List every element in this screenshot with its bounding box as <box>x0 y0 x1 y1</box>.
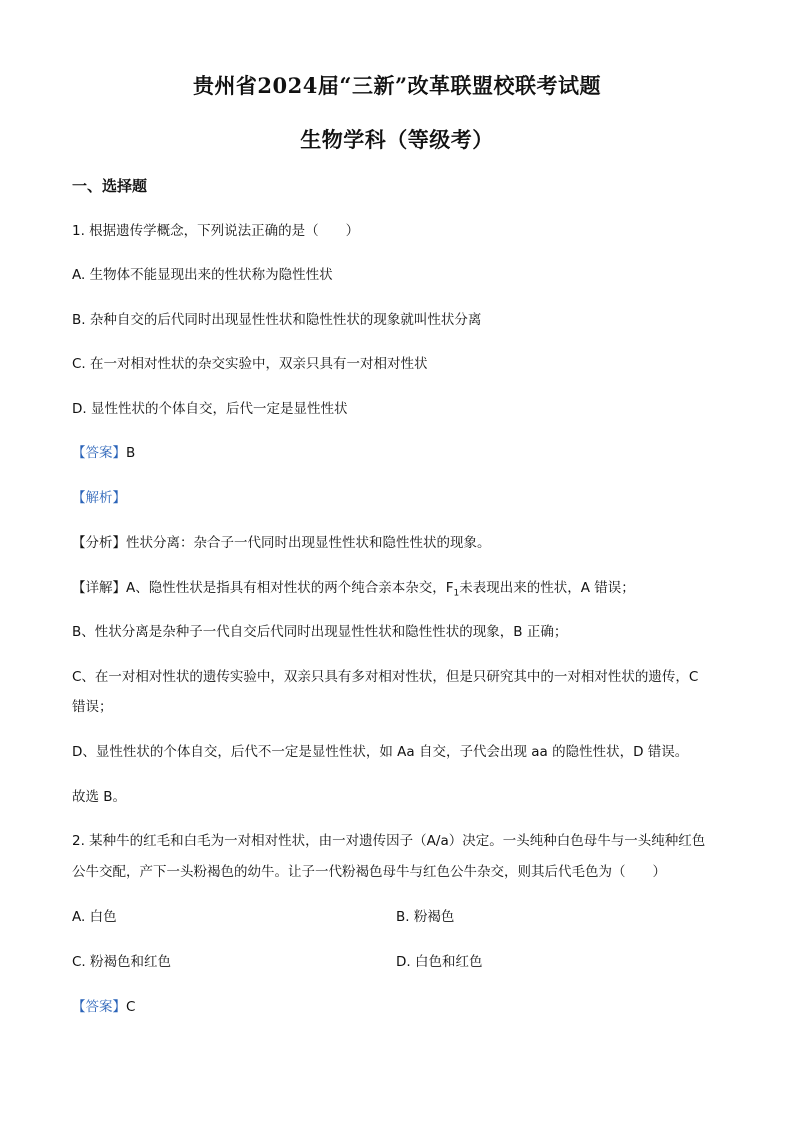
q1-option-d: D. 显性性状的个体自交，后代一定是显性性状 <box>72 401 348 417</box>
q1-detail-b: B、性状分离是杂种子一代自交后代同时出现显性性状和隐性性状的现象，B 正确； <box>72 624 568 640</box>
q1-detail-c1: C、在一对相对性状的遗传实验中，双亲只具有多对相对性状，但是只研究其中的一对相对性状的遗传，C <box>72 669 699 685</box>
q2-stem-line1: 2. 某种牛的红毛和白毛为一对相对性状，由一对遗传因子（A/a）决定。一头纯种白色母牛与一头纯种红色 <box>72 833 706 849</box>
q2-answer <box>72 997 135 1017</box>
q1-stem: 1. 根据遗传学概念，下列说法正确的是（ ） <box>72 223 360 239</box>
fenxi-text: 性状分离：杂合子一代同时出现显性性状和隐性性状的现象。 <box>126 535 491 551</box>
analysis-tag: 【解析】 <box>72 490 126 506</box>
xiangjie-sub: 1 <box>453 588 460 599</box>
q2-stem-line2: 公牛交配，产下一头粉褐色的幼牛。让子一代粉褐色母牛与红色公牛杂交，则其后代毛色为（ ） <box>72 864 666 880</box>
q1-option-a: A. 生物体不能显现出来的性状称为隐性性状 <box>72 267 333 283</box>
page-title: 贵州省2024届“三新”改革联盟校联考试题 <box>192 73 602 98</box>
answer-value: C <box>126 999 136 1015</box>
answer-value: B <box>126 445 136 461</box>
q2-option-a: A. 白色 <box>72 909 117 925</box>
answer-tag: 【答案】 <box>72 445 126 461</box>
q2-option-b: B. 粉褐色 <box>396 909 455 925</box>
q1-conclusion: 故选 B。 <box>72 789 127 805</box>
xiangjie-tag: 【详解】 <box>72 580 126 596</box>
q1-analysis <box>72 488 126 508</box>
page-subtitle: 生物学科（等级考） <box>300 127 494 152</box>
q1-xiangjie <box>72 578 635 604</box>
q1-option-b: B. 杂种自交的后代同时出现显性性状和隐性性状的现象就叫性状分离 <box>72 312 482 328</box>
q1-detail-c2: 错误； <box>72 699 113 715</box>
section-heading: 一、选择题 <box>72 177 148 195</box>
answer-tag: 【答案】 <box>72 999 126 1015</box>
fenxi-tag: 【分析】 <box>72 535 126 551</box>
q1-option-c: C. 在一对相对性状的杂交实验中，双亲只具有一对相对性状 <box>72 356 428 372</box>
q1-answer <box>72 443 135 463</box>
q1-fenxi <box>72 533 491 553</box>
xiangjie-a1: A、隐性性状是指具有相对性状的两个纯合亲本杂交，F <box>126 580 454 596</box>
q2-option-c: C. 粉褐色和红色 <box>72 954 172 970</box>
xiangjie-a2: 未表现出来的性状，A 错误； <box>459 580 635 596</box>
q2-option-d: D. 白色和红色 <box>396 954 483 970</box>
q1-detail-d: D、显性性状的个体自交，后代不一定是显性性状，如 Aa 自交，子代会出现 aa 的隐性性状，D 错误。 <box>72 744 689 760</box>
